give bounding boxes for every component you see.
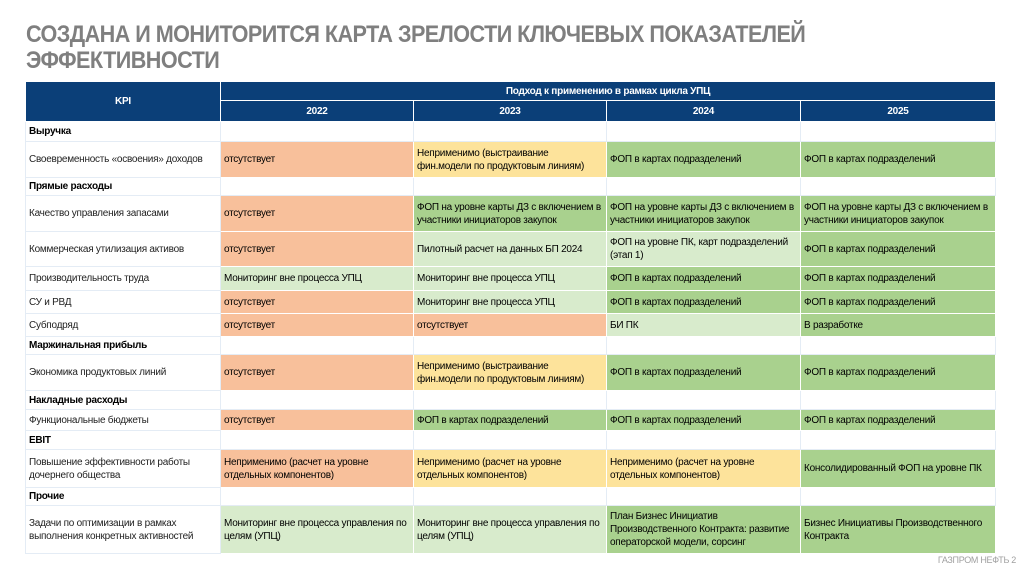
kpi-header: KPI xyxy=(26,82,221,122)
section-title: Маржинальная прибыль xyxy=(26,337,221,355)
status-cell-2025: В разработке xyxy=(801,314,996,337)
kpi-name: Своевременность «освоения» доходов xyxy=(26,142,221,178)
blank-cell xyxy=(221,488,414,506)
blank-cell xyxy=(414,431,607,450)
status-cell-2023: Неприменимо (выстраивание фин.модели по продуктовым линиям) xyxy=(414,355,607,391)
status-cell-2023: Пилотный расчет на данных БП 2024 xyxy=(414,232,607,267)
status-cell-2023: Мониторинг вне процесса управления по целям (УПЦ) xyxy=(414,506,607,554)
blank-cell xyxy=(801,431,996,450)
blank-cell xyxy=(221,122,414,142)
table-row xyxy=(26,291,996,314)
table-row xyxy=(26,410,996,431)
kpi-name: СУ и РВД xyxy=(26,291,221,314)
status-cell-2022: Мониторинг вне процесса управления по целям (УПЦ) xyxy=(221,506,414,554)
table-row xyxy=(26,142,996,178)
section-row xyxy=(26,178,996,196)
table-row xyxy=(26,267,996,291)
footer xyxy=(938,555,1016,565)
section-title: Накладные расходы xyxy=(26,391,221,410)
status-cell-2025: Бизнес Инициативы Производственного Контракта xyxy=(801,506,996,554)
year-header: 2024 xyxy=(607,101,801,122)
status-cell-2024: ФОП в картах подразделений xyxy=(607,355,801,391)
blank-cell xyxy=(221,178,414,196)
status-cell-2025: Консолидированный ФОП на уровне ПК xyxy=(801,450,996,488)
status-cell-2022: отсутствует xyxy=(221,314,414,337)
year-header: 2025 xyxy=(801,101,996,122)
year-header: 2023 xyxy=(414,101,607,122)
table-row xyxy=(26,450,996,488)
blank-cell xyxy=(607,122,801,142)
status-cell-2023: ФОП на уровне карты ДЗ с включением в участники инициаторов закупок xyxy=(414,196,607,232)
blank-cell xyxy=(607,431,801,450)
section-row xyxy=(26,488,996,506)
status-cell-2022: отсутствует xyxy=(221,142,414,178)
status-cell-2024: План Бизнес Инициатив Производственного Контракта: развитие операторской модели, сорсинг xyxy=(607,506,801,554)
table-row xyxy=(26,314,996,337)
status-cell-2022: отсутствует xyxy=(221,232,414,267)
table-row xyxy=(26,196,996,232)
status-cell-2025: ФОП в картах подразделений xyxy=(801,267,996,291)
blank-cell xyxy=(801,337,996,355)
page-title: СОЗДАНА И МОНИТОРИТСЯ КАРТА ЗРЕЛОСТИ КЛЮЧЕВЫХ ПОКАЗАТЕЛЕЙ ЭФФЕКТИВНОСТИ xyxy=(26,21,806,74)
section-row xyxy=(26,391,996,410)
status-cell-2022: отсутствует xyxy=(221,355,414,391)
status-cell-2025: ФОП в картах подразделений xyxy=(801,291,996,314)
blank-cell xyxy=(607,178,801,196)
status-cell-2023: Неприменимо (выстраивание фин.модели по продуктовым линиям) xyxy=(414,142,607,178)
blank-cell xyxy=(414,178,607,196)
status-cell-2024: ФОП в картах подразделений xyxy=(607,410,801,431)
status-cell-2025: ФОП на уровне карты ДЗ с включением в участники инициаторов закупок xyxy=(801,196,996,232)
blank-cell xyxy=(607,337,801,355)
page-number: 2 xyxy=(1011,555,1016,565)
status-cell-2023: ФОП в картах подразделений xyxy=(414,410,607,431)
table-row xyxy=(26,232,996,267)
table-row xyxy=(26,355,996,391)
kpi-maturity-table xyxy=(25,81,996,554)
status-cell-2023: Мониторинг вне процесса УПЦ xyxy=(414,291,607,314)
section-row xyxy=(26,122,996,142)
kpi-name: Производительность труда xyxy=(26,267,221,291)
kpi-name: Экономика продуктовых линий xyxy=(26,355,221,391)
status-cell-2025: ФОП в картах подразделений xyxy=(801,232,996,267)
status-cell-2024: Неприменимо (расчет на уровне отдельных компонентов) xyxy=(607,450,801,488)
status-cell-2022: отсутствует xyxy=(221,196,414,232)
status-cell-2025: ФОП в картах подразделений xyxy=(801,410,996,431)
kpi-name: Задачи по оптимизации в рамках выполнения конкретных активностей xyxy=(26,506,221,554)
status-cell-2024: ФОП в картах подразделений xyxy=(607,142,801,178)
section-row xyxy=(26,337,996,355)
group-header: Подход к применению в рамках цикла УПЦ xyxy=(221,82,996,101)
blank-cell xyxy=(607,391,801,410)
year-header: 2022 xyxy=(221,101,414,122)
blank-cell xyxy=(801,122,996,142)
footer-brand: ГАЗПРОМ НЕФТЬ xyxy=(937,555,1010,565)
status-cell-2022: Неприменимо (расчет на уровне отдельных компонентов) xyxy=(221,450,414,488)
status-cell-2024: ФОП в картах подразделений xyxy=(607,291,801,314)
status-cell-2024: ФОП на уровне карты ДЗ с включением в участники инициаторов закупок xyxy=(607,196,801,232)
status-cell-2022: отсутствует xyxy=(221,410,414,431)
section-title: Выручка xyxy=(26,122,221,142)
status-cell-2023: Неприменимо (расчет на уровне отдельных компонентов) xyxy=(414,450,607,488)
blank-cell xyxy=(221,431,414,450)
status-cell-2022: Мониторинг вне процесса УПЦ xyxy=(221,267,414,291)
blank-cell xyxy=(221,391,414,410)
status-cell-2022: отсутствует xyxy=(221,291,414,314)
blank-cell xyxy=(801,178,996,196)
status-cell-2024: БИ ПК xyxy=(607,314,801,337)
blank-cell xyxy=(414,122,607,142)
status-cell-2025: ФОП в картах подразделений xyxy=(801,142,996,178)
kpi-name: Субподряд xyxy=(26,314,221,337)
kpi-name: Функциональные бюджеты xyxy=(26,410,221,431)
section-title: Прочие xyxy=(26,488,221,506)
blank-cell xyxy=(801,391,996,410)
blank-cell xyxy=(414,337,607,355)
section-title: EBIT xyxy=(26,431,221,450)
kpi-name: Повышение эффективности работы дочернего общества xyxy=(26,450,221,488)
status-cell-2024: ФОП на уровне ПК, карт подразделений (этап 1) xyxy=(607,232,801,267)
table-row xyxy=(26,506,996,554)
status-cell-2024: ФОП в картах подразделений xyxy=(607,267,801,291)
blank-cell xyxy=(607,488,801,506)
status-cell-2023: Мониторинг вне процесса УПЦ xyxy=(414,267,607,291)
status-cell-2023: отсутствует xyxy=(414,314,607,337)
kpi-name: Коммерческая утилизация активов xyxy=(26,232,221,267)
kpi-name: Качество управления запасами xyxy=(26,196,221,232)
blank-cell xyxy=(414,391,607,410)
status-cell-2025: ФОП в картах подразделений xyxy=(801,355,996,391)
blank-cell xyxy=(414,488,607,506)
section-row xyxy=(26,431,996,450)
blank-cell xyxy=(801,488,996,506)
blank-cell xyxy=(221,337,414,355)
section-title: Прямые расходы xyxy=(26,178,221,196)
